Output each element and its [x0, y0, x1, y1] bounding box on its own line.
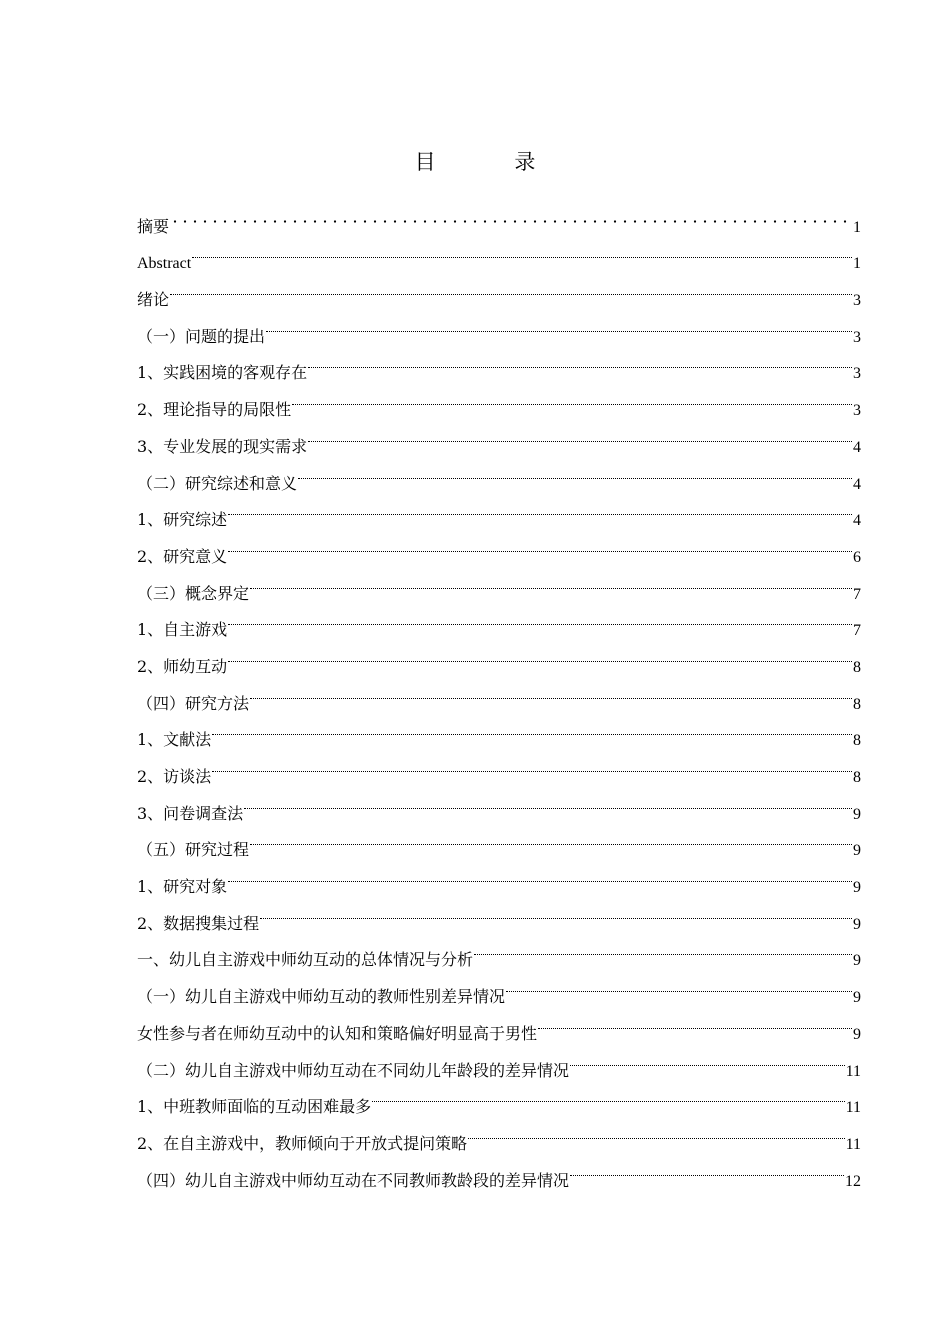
toc-entry-page-number: 1: [853, 255, 861, 273]
toc-entry-label: 1、自主游戏: [137, 620, 228, 640]
toc-entry-page-number: 9: [853, 805, 861, 823]
toc-leader-dots: [266, 305, 852, 342]
toc-entry[interactable]: [137, 562, 861, 603]
toc-leader-dots: [570, 1149, 844, 1186]
toc-entry[interactable]: [137, 709, 861, 750]
toc-entry-page-number: 3: [853, 365, 861, 383]
toc-entry-label: 1、文献法: [137, 730, 212, 750]
toc-entry[interactable]: [137, 855, 861, 897]
toc-leader-dots: [228, 525, 852, 562]
toc-leader-dots: [474, 929, 852, 966]
toc-entry-label: 2、理论指导的局限性: [137, 400, 292, 420]
toc-leader-dots: [298, 452, 852, 489]
toc-entry-page-number: 3: [853, 402, 861, 420]
toc-entry-page-number: 6: [853, 548, 861, 566]
toc-entry-label: 1、研究综述: [137, 510, 228, 530]
toc-entry[interactable]: [137, 745, 861, 786]
toc-entry[interactable]: [137, 599, 861, 640]
toc-leader-dots: [228, 599, 852, 636]
toc-entry-page-number: 11: [845, 1099, 861, 1117]
toc-leader-dots: [212, 709, 852, 746]
toc-entry[interactable]: [137, 305, 861, 346]
toc-entry-page-number: 9: [853, 842, 861, 860]
toc-entry[interactable]: [137, 232, 861, 273]
toc-entry[interactable]: [137, 489, 861, 530]
toc-entry-page-number: 9: [853, 915, 861, 933]
toc-entry-page-number: 9: [853, 879, 861, 897]
toc-leader-dots: [538, 1002, 852, 1039]
toc-entry-label: （五）研究过程: [137, 840, 250, 860]
toc-leader-dots: [372, 1076, 844, 1113]
toc-entry-label: （一）幼儿自主游戏中师幼互动的教师性别差异情况: [137, 987, 506, 1007]
toc-entry-label: 摘要: [137, 216, 170, 236]
toc-entry-page-number: 3: [853, 328, 861, 346]
toc-title: 目 录: [414, 150, 572, 174]
toc-list: [137, 195, 861, 1190]
toc-entry-label: （一）问题的提出: [137, 326, 266, 346]
toc-entry-label: 2、数据搜集过程: [137, 913, 260, 933]
toc-entry-page-number: 9: [853, 989, 861, 1007]
toc-leader-dots: [308, 415, 852, 452]
toc-entry-label: 3、专业发展的现实需求: [137, 436, 308, 456]
toc-entry-label: 绪论: [137, 290, 170, 310]
toc-entry[interactable]: [137, 635, 861, 676]
toc-entry-label: 2、研究意义: [137, 546, 228, 566]
toc-entry-label: （四）幼儿自主游戏中师幼互动在不同教师教龄段的差异情况: [137, 1170, 570, 1190]
toc-leader-dots: [244, 782, 852, 819]
toc-entry-page-number: 4: [853, 512, 861, 530]
toc-entry-label: 3、问卷调查法: [137, 803, 244, 823]
toc-entry-label: 2、师幼互动: [137, 656, 228, 676]
toc-entry[interactable]: [137, 892, 861, 933]
toc-entry-label: Abstract: [137, 255, 192, 273]
toc-entry-page-number: 4: [853, 475, 861, 493]
toc-entry-page-number: 8: [853, 769, 861, 786]
toc-entry-page-number: 7: [853, 622, 861, 640]
toc-entry[interactable]: [137, 672, 861, 713]
toc-leader-dots: [170, 195, 852, 232]
toc-entry-page-number: 9: [853, 1025, 861, 1043]
toc-entry-page-number: 3: [853, 292, 861, 310]
toc-entry-label: （四）研究方法: [137, 693, 250, 713]
toc-leader-dots: [468, 1112, 844, 1149]
toc-leader-dots: [212, 745, 852, 782]
toc-leader-dots: [250, 562, 852, 599]
toc-leader-dots: [506, 965, 852, 1002]
toc-leader-dots: [292, 378, 852, 415]
toc-entry-page-number: 7: [853, 585, 861, 603]
toc-entry-page-number: 4: [853, 438, 861, 456]
toc-leader-dots: [250, 672, 852, 709]
toc-entry-label: （二）研究综述和意义: [137, 473, 298, 493]
toc-leader-dots: [308, 342, 852, 379]
toc-entry-page-number: 11: [845, 1062, 861, 1080]
toc-entry-page-number: 1: [853, 218, 861, 236]
toc-leader-dots: [260, 892, 852, 929]
toc-entry-page-number: 8: [853, 658, 861, 676]
toc-entry-label: 一、幼儿自主游戏中师幼互动的总体情况与分析: [137, 950, 474, 970]
toc-entry-label: 2、访谈法: [137, 767, 212, 786]
toc-leader-dots: [228, 855, 852, 892]
toc-leader-dots: [228, 489, 852, 526]
toc-entry-label: 1、实践困境的客观存在: [137, 363, 308, 383]
toc-entry-label: 女性参与者在师幼互动中的认知和策略偏好明显高于男性: [137, 1023, 538, 1043]
toc-entry[interactable]: [137, 525, 861, 566]
toc-entry-label: （二）幼儿自主游戏中师幼互动在不同幼儿年龄段的差异情况: [137, 1060, 570, 1080]
toc-entry[interactable]: [137, 782, 861, 823]
toc-entry-page-number: 9: [853, 952, 861, 970]
toc-entry-label: 2、在自主游戏中，教师倾向于开放式提问策略: [137, 1133, 468, 1153]
toc-entry[interactable]: [137, 268, 861, 310]
toc-leader-dots: [192, 232, 852, 269]
toc-leader-dots: [228, 635, 852, 672]
toc-leader-dots: [570, 1039, 845, 1076]
toc-entry-page-number: 8: [853, 732, 861, 750]
toc-entry[interactable]: [137, 195, 861, 236]
toc-entry-page-number: 8: [853, 695, 861, 713]
toc-leader-dots: [170, 268, 852, 305]
toc-entry[interactable]: [137, 819, 861, 860]
toc-entry-page-number: 11: [845, 1135, 861, 1153]
toc-entry-label: （三）概念界定: [137, 583, 250, 603]
toc-leader-dots: [250, 819, 852, 856]
toc-entry-label: 1、研究对象: [137, 877, 228, 897]
toc-entry-page-number: 12: [845, 1172, 861, 1190]
toc-entry-label: 1、中班教师面临的互动困难最多: [137, 1097, 372, 1117]
